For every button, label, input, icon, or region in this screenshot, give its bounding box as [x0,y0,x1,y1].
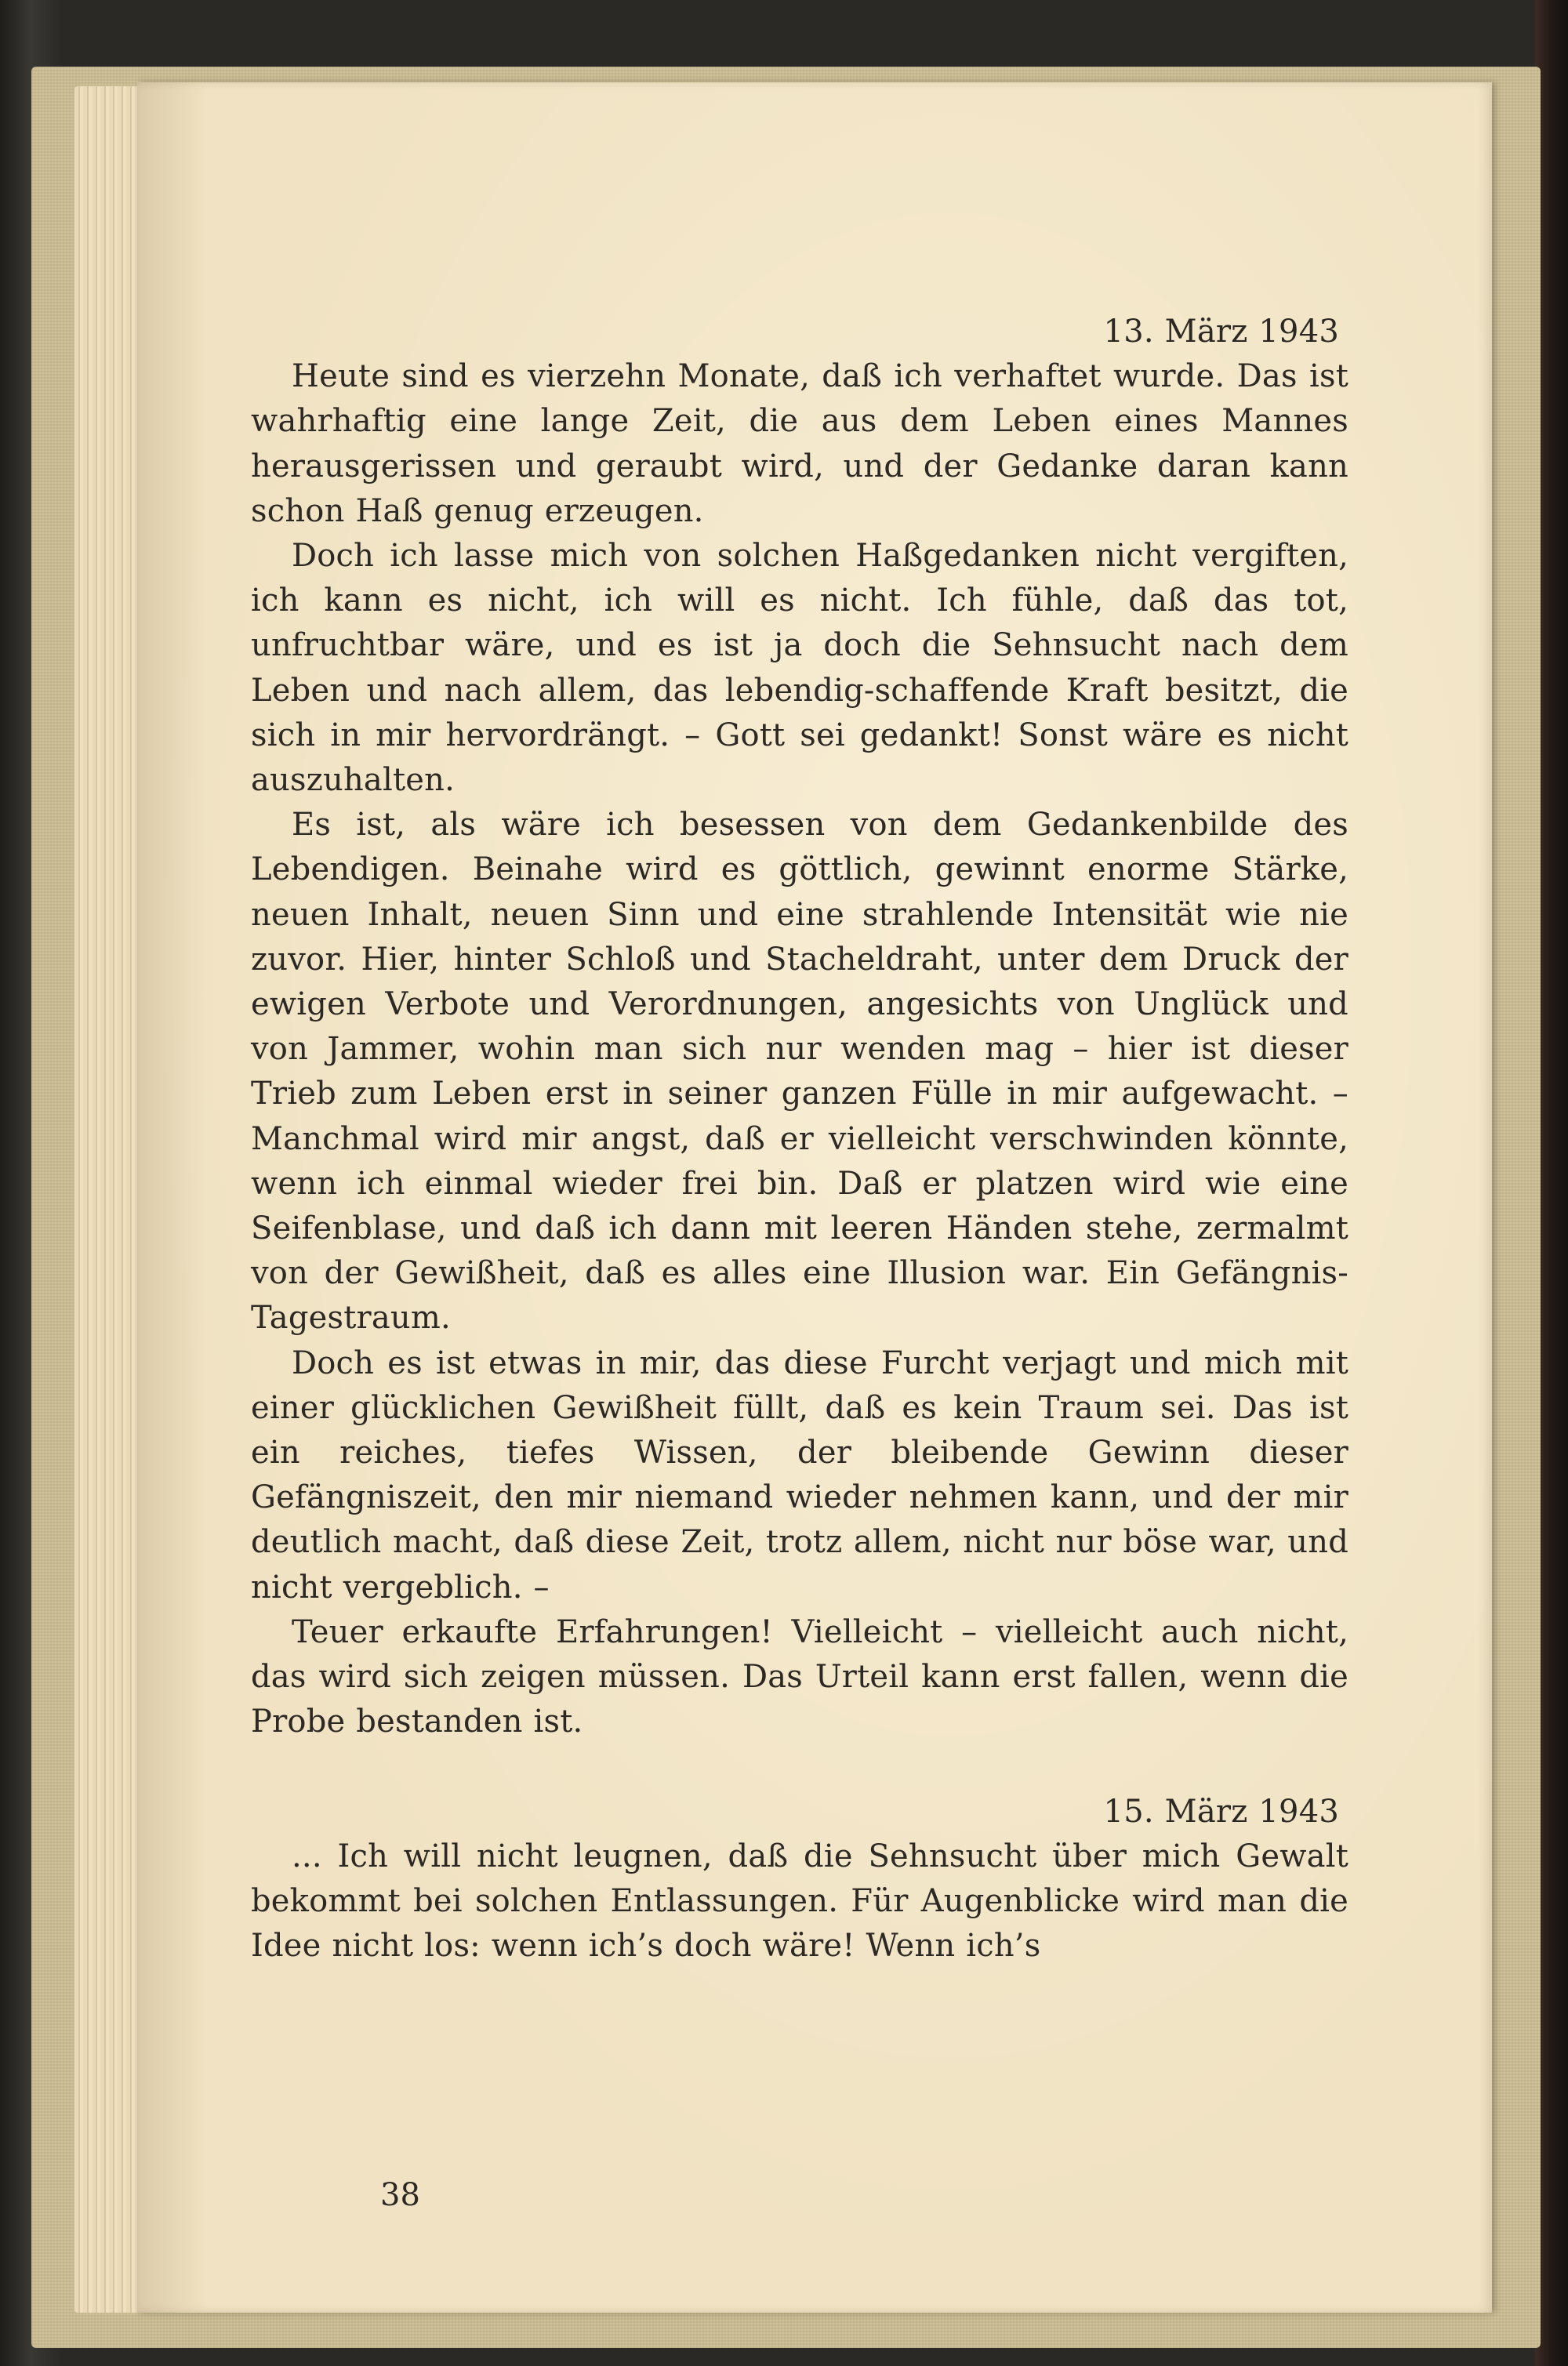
page-text-block [251,310,1348,1969]
entry-date: 13. März 1943 [1103,314,1339,350]
paragraph: Doch ich lasse mich von solchen Haßgedanken nicht vergiften, ich kann es nicht, ich will es nicht. Ich fühle, daß das tot, unfruchtbar wäre, und es ist ja doch die Sehnsucht nach dem Leben und nach allem, das lebendig-schaffende Kraft besitzt, die sich in mir hervordrängt. – Gott sei gedankt! Sonst wäre es nicht auszuhalten. [251,538,1348,799]
entry-date: 15. März 1943 [1103,1793,1339,1830]
paragraph: ... Ich will nicht leugnen, daß die Sehnsucht über mich Gewalt bekommt bei solchen Entlassungen. Für Augenblicke wird man die Idee nicht los: wenn ich’s doch wäre! Wenn ich’s [251,1838,1348,1965]
paragraph: Es ist, als wäre ich besessen von dem Gedankenbilde des Lebendigen. Beinahe wird es göttlich, gewinnt enorme Stärke, neuen Inhalt, neuen Sinn und eine strahlende Intensität wie nie zuvor. Hier, hinter Schloß und Stacheldraht, unter dem Druck der ewigen Verbote und Verordnungen, angesichts von Unglück und von Jammer, wohin man sich nur wenden mag – hier ist dieser Trieb zum Leben erst in seiner ganzen Fülle in mir aufgewacht. – Manchmal wird mir angst, daß er vielleicht verschwinden könnte, wenn ich einmal wieder frei bin. Daß er platzen wird wie eine Seifenblase, und daß ich dann mit leeren Händen stehe, zermalmt von der Gewißheit, daß es alles eine Illusion war. Ein Gefängnis-Tagestraum. [251,807,1348,1337]
paragraph: Teuer erkaufte Erfahrungen! Vielleicht – vielleicht auch nicht, das wird sich zeigen müssen. Das Urteil kann erst fallen, wenn die Probe bestanden ist. [251,1613,1348,1740]
page-number: 38 [380,2177,420,2213]
paragraph: Doch es ist etwas in mir, das diese Furcht verjagt und mich mit einer glücklichen Gewißheit füllt, daß es kein Traum sei. Das ist ein reiches, tiefes Wissen, der bleibende Gewinn dieser Gefängniszeit, den mir niemand wieder nehmen kann, und der mir deutlich macht, daß diese Zeit, trotz allem, nicht nur böse war, und nicht vergeblich. – [251,1344,1348,1606]
paragraph: Heute sind es vierzehn Monate, daß ich verhaftet wurde. Das ist wahrhaftig eine lange Zeit, die aus dem Leben eines Mannes herausgerissen und geraubt wird, und der Gedanke daran kann schon Haß genug erzeugen. [251,358,1348,529]
entry-separator [251,1744,1348,1789]
